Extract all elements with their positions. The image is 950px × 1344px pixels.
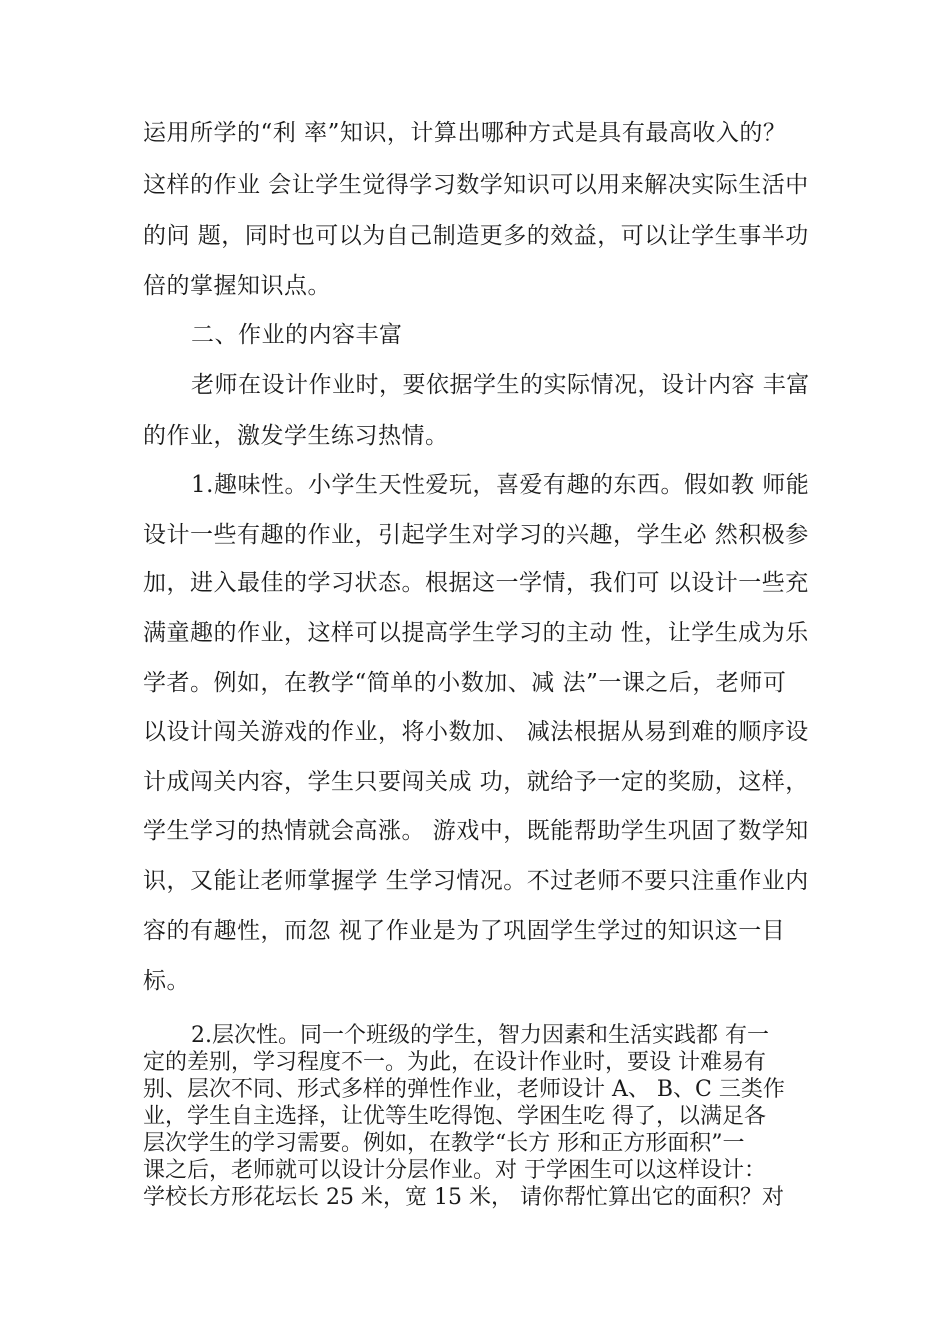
text-line: 别、层次不同、形式多样的弹性作业，老师设计 A、 B、C 三类作	[143, 1077, 785, 1102]
text-line: 老师在设计作业时，要依据学生的实际情况，设计内容 丰富	[191, 372, 810, 398]
text-line: 学生学习的热情就会高涨。 游戏中，既能帮助学生巩固了数学知	[143, 818, 809, 844]
text-line: 2.层次性。同一个班级的学生，智力因素和生活实践都 有一	[191, 1023, 769, 1048]
text-line: 的问 题，同时也可以为自己制造更多的效益，可以让学生事半功	[143, 223, 809, 249]
text-line: 倍的掌握知识点。	[143, 273, 331, 299]
text-line: 识，又能让老师掌握学 生学习情况。不过老师不要只注重作业内	[143, 868, 809, 894]
text-line: 学者。例如，在教学“简单的小数加、减 法”一课之后，老师可	[143, 670, 787, 696]
text-line: 标。	[143, 968, 190, 994]
text-line: 计成闯关内容，学生只要闯关成 功，就给予一定的奖励，这样，	[143, 769, 809, 795]
text-line: 定的差别，学习程度不一。为此，在设计作业时，要设 计难易有	[143, 1050, 766, 1075]
text-line: 设计一些有趣的作业，引起学生对学习的兴趣，学生必 然积极参	[143, 522, 809, 548]
text-line: 的作业，激发学生练习热情。	[143, 423, 449, 449]
text-line: 以设计闯关游戏的作业，将小数加、 减法根据从易到难的顺序设	[143, 719, 809, 745]
text-line: 1.趣味性。小学生天性爱玩，喜爱有趣的东西。假如教 师能	[191, 472, 810, 498]
text-line: 业，学生自主选择，让优等生吃得饱、学困生吃 得了，以满足各	[143, 1104, 766, 1129]
text-line: 加，进入最佳的学习状态。根据这一学情，我们可 以设计一些充	[143, 570, 809, 596]
text-line: 课之后，老师就可以设计分层作业。对 于学困生可以这样设计：	[143, 1158, 766, 1183]
text-line: 容的有趣性，而忽 视了作业是为了巩固学生学过的知识这一目	[143, 918, 786, 944]
text-line: 学校长方形花坛长 25 米，宽 15 米， 请你帮忙算出它的面积？对	[143, 1185, 784, 1210]
text-line: 层次学生的学习需要。例如，在教学“长方 形和正方形面积”一	[143, 1131, 745, 1156]
text-line: 这样的作业 会让学生觉得学习数学知识可以用来解决实际生活中	[143, 172, 809, 198]
text-line: 满童趣的作业，这样可以提高学生学习的主动 性，让学生成为乐	[143, 620, 809, 646]
text-line: 运用所学的“利 率”知识，计算出哪种方式是具有最高收入的？	[143, 120, 787, 146]
section-heading: 二、作业的内容丰富	[191, 322, 403, 348]
